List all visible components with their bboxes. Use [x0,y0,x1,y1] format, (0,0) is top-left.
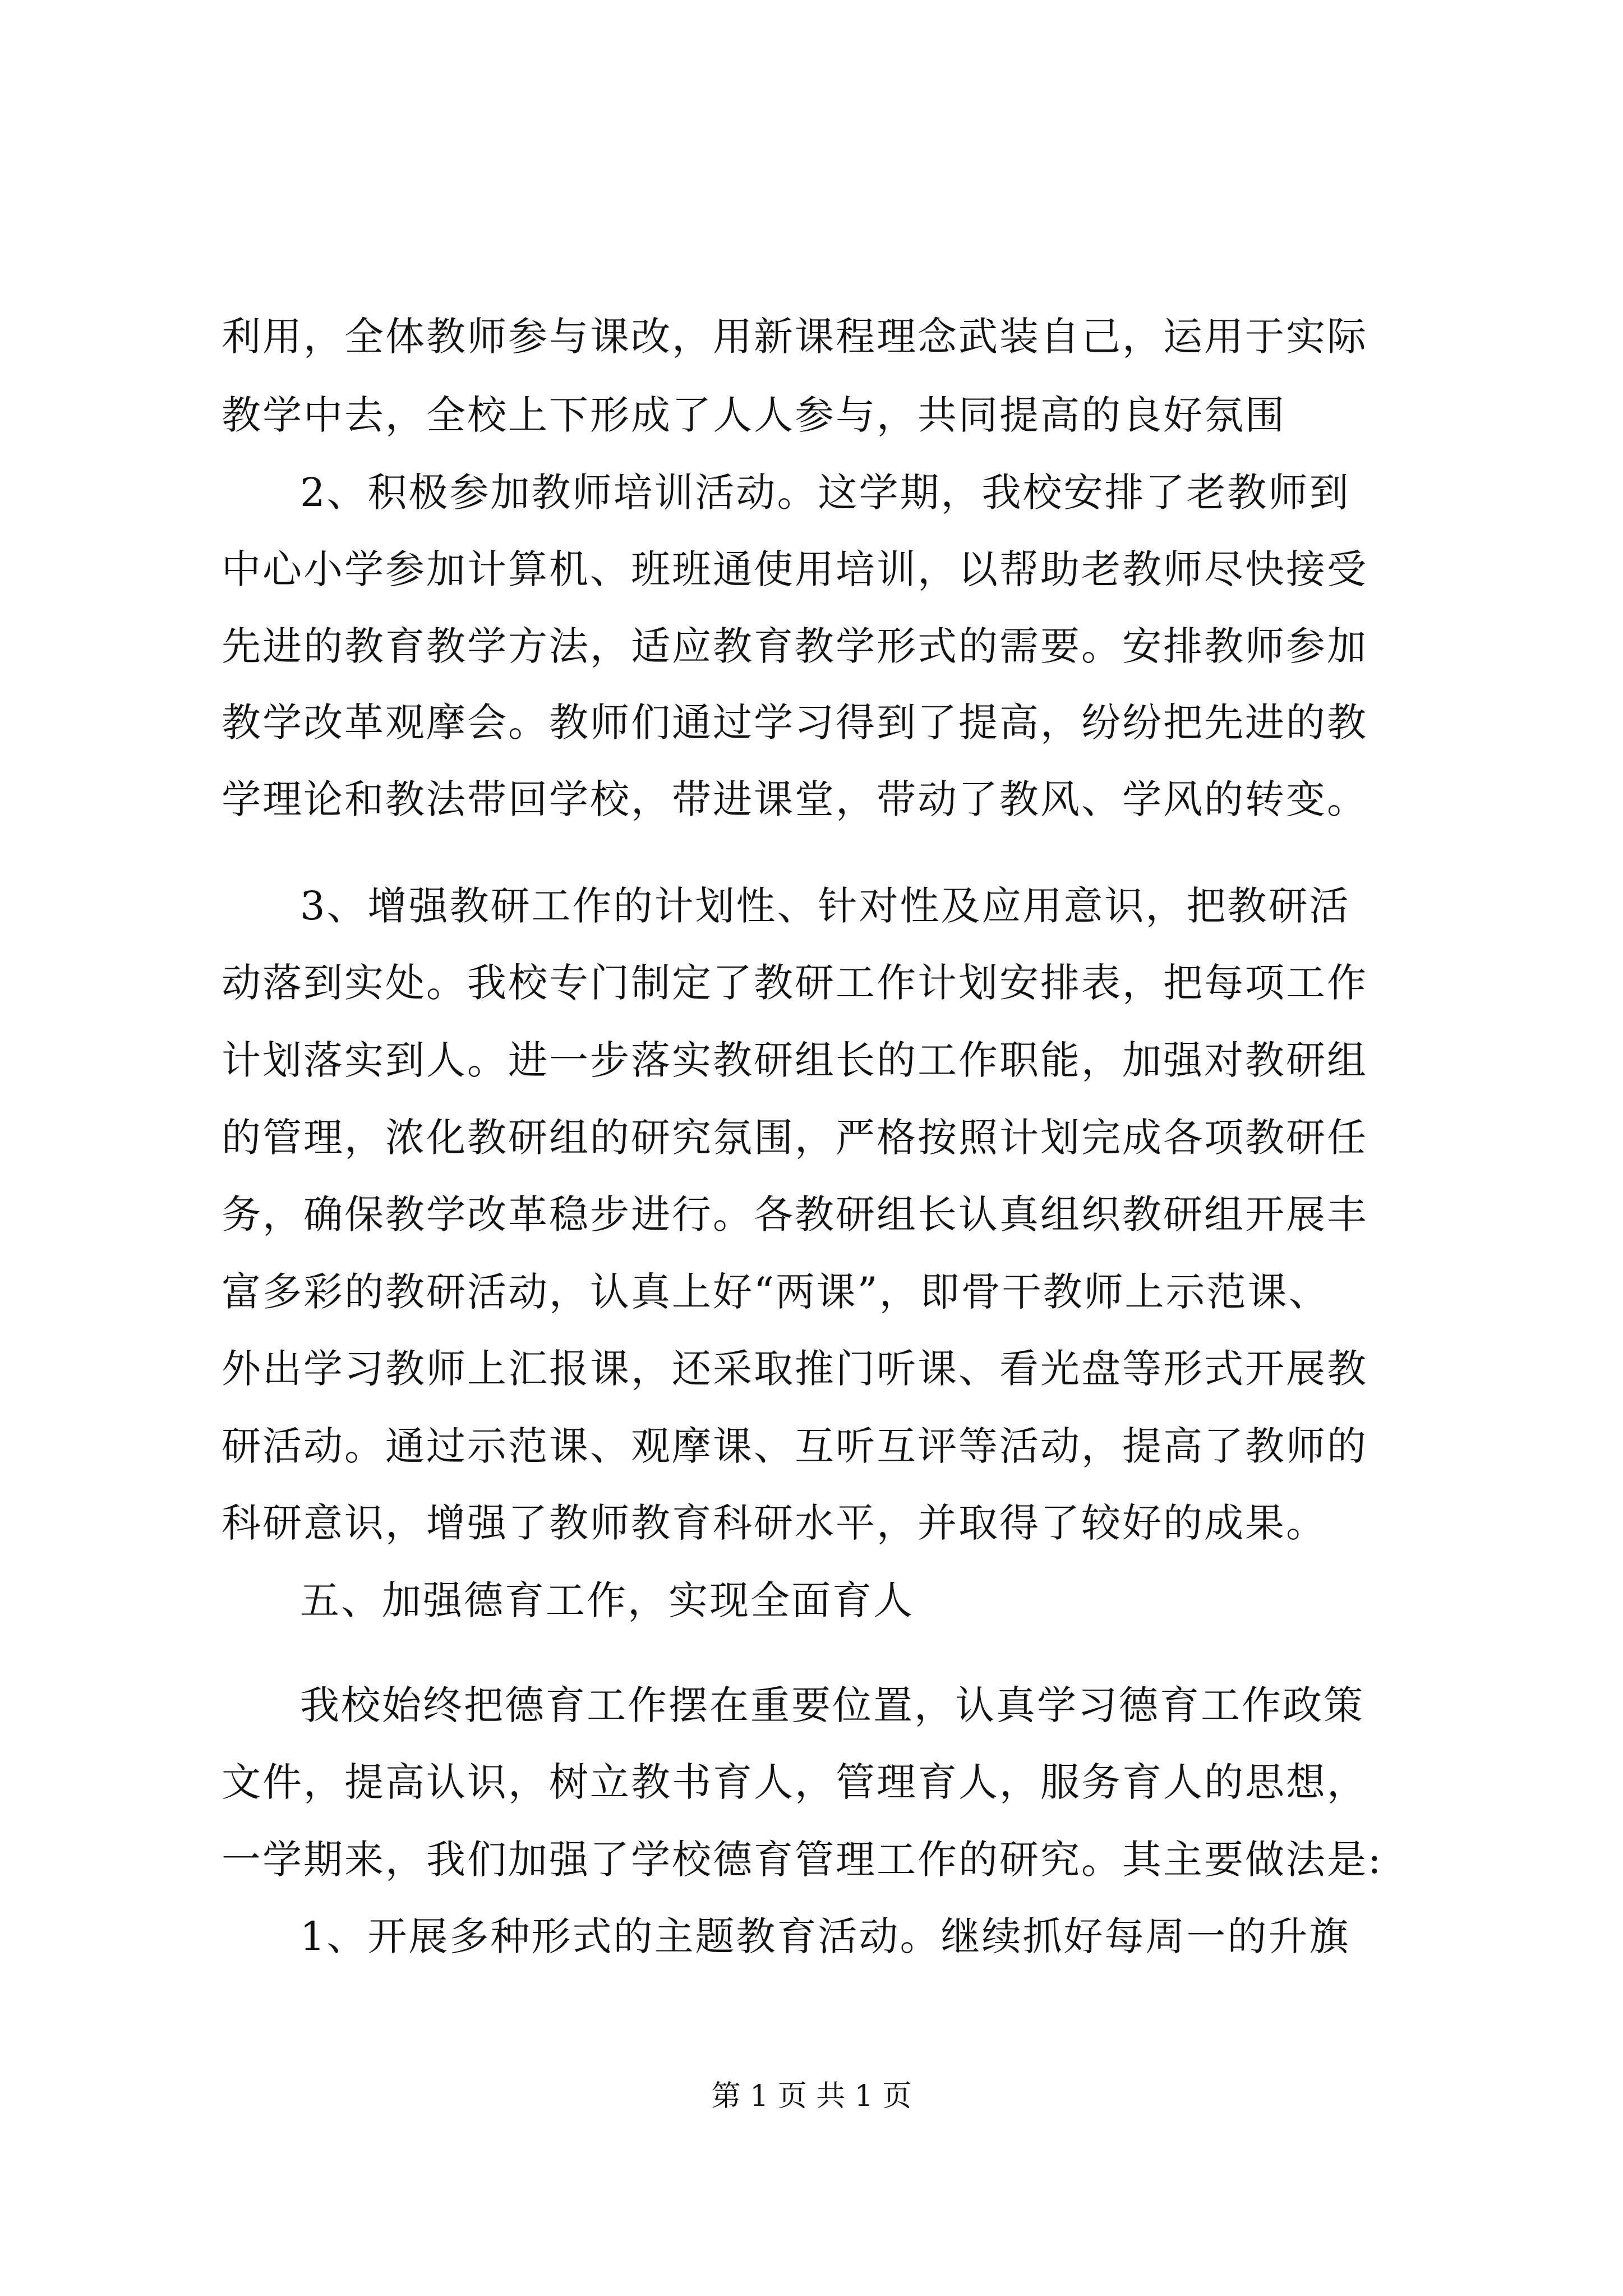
body-line: 动落到实处。我校专门制定了教研工作计划安排表，把每项工作 [222,960,1368,1006]
body-line: 2、积极参加教师培训活动。这学期，我校安排了老教师到 [300,470,1350,516]
body-line: 中心小学参加计算机、班班通使用培训，以帮助老教师尽快接受 [222,546,1368,592]
body-line: 科研意识，增强了教师教育科研水平，并取得了较好的成果。 [222,1500,1327,1546]
page-footer: 第 1 页 共 1 页 [711,2079,912,2113]
body-line: 一学期来，我们加强了学校德育管理工作的研究。其主要做法是: [222,1837,1383,1883]
body-line: 教学中去，全校上下形成了人人参与，共同提高的良好氛围 [222,392,1286,438]
body-line: 富多彩的教研活动，认真上好“两课”，即骨干教师上示范课、 [222,1269,1330,1315]
body-line: 计划落实到人。进一步落实教研组长的工作职能，加强对教研组 [222,1037,1368,1083]
body-line: 外出学习教师上汇报课，还采取推门听课、看光盘等形式开展教 [222,1346,1368,1392]
body-line: 1、开展多种形式的主题教育活动。继续抓好每周一的升旗 [300,1913,1350,1959]
body-line: 利用，全体教师参与课改，用新课程理念武装自己，运用于实际 [222,314,1368,360]
body-line: 先进的教育教学方法，适应教育教学形式的需要。安排教师参加 [222,623,1368,669]
body-line: 教学改革观摩会。教师们通过学习得到了提高，纷纷把先进的教 [222,700,1368,746]
body-line: 文件，提高认识，树立教书育人，管理育人，服务育人的思想， [222,1759,1368,1805]
body-line: 研活动。通过示范课、观摩课、互听互评等活动，提高了教师的 [222,1423,1368,1469]
body-line: 我校始终把德育工作摆在重要位置，认真学习德育工作政策 [300,1682,1364,1728]
body-line: 学理论和教法带回学校，带进课堂，带动了教风、学风的转变。 [222,776,1368,822]
body-line: 务，确保教学改革稳步进行。各教研组长认真组织教研组开展丰 [222,1191,1368,1237]
body-line: 的管理，浓化教研组的研究氛围，严格按照计划完成各项教研任 [222,1115,1368,1161]
section-heading: 五、加强德育工作，实现全面育人 [300,1577,914,1623]
body-line: 3、增强教研工作的计划性、针对性及应用意识，把教研活 [300,883,1350,929]
